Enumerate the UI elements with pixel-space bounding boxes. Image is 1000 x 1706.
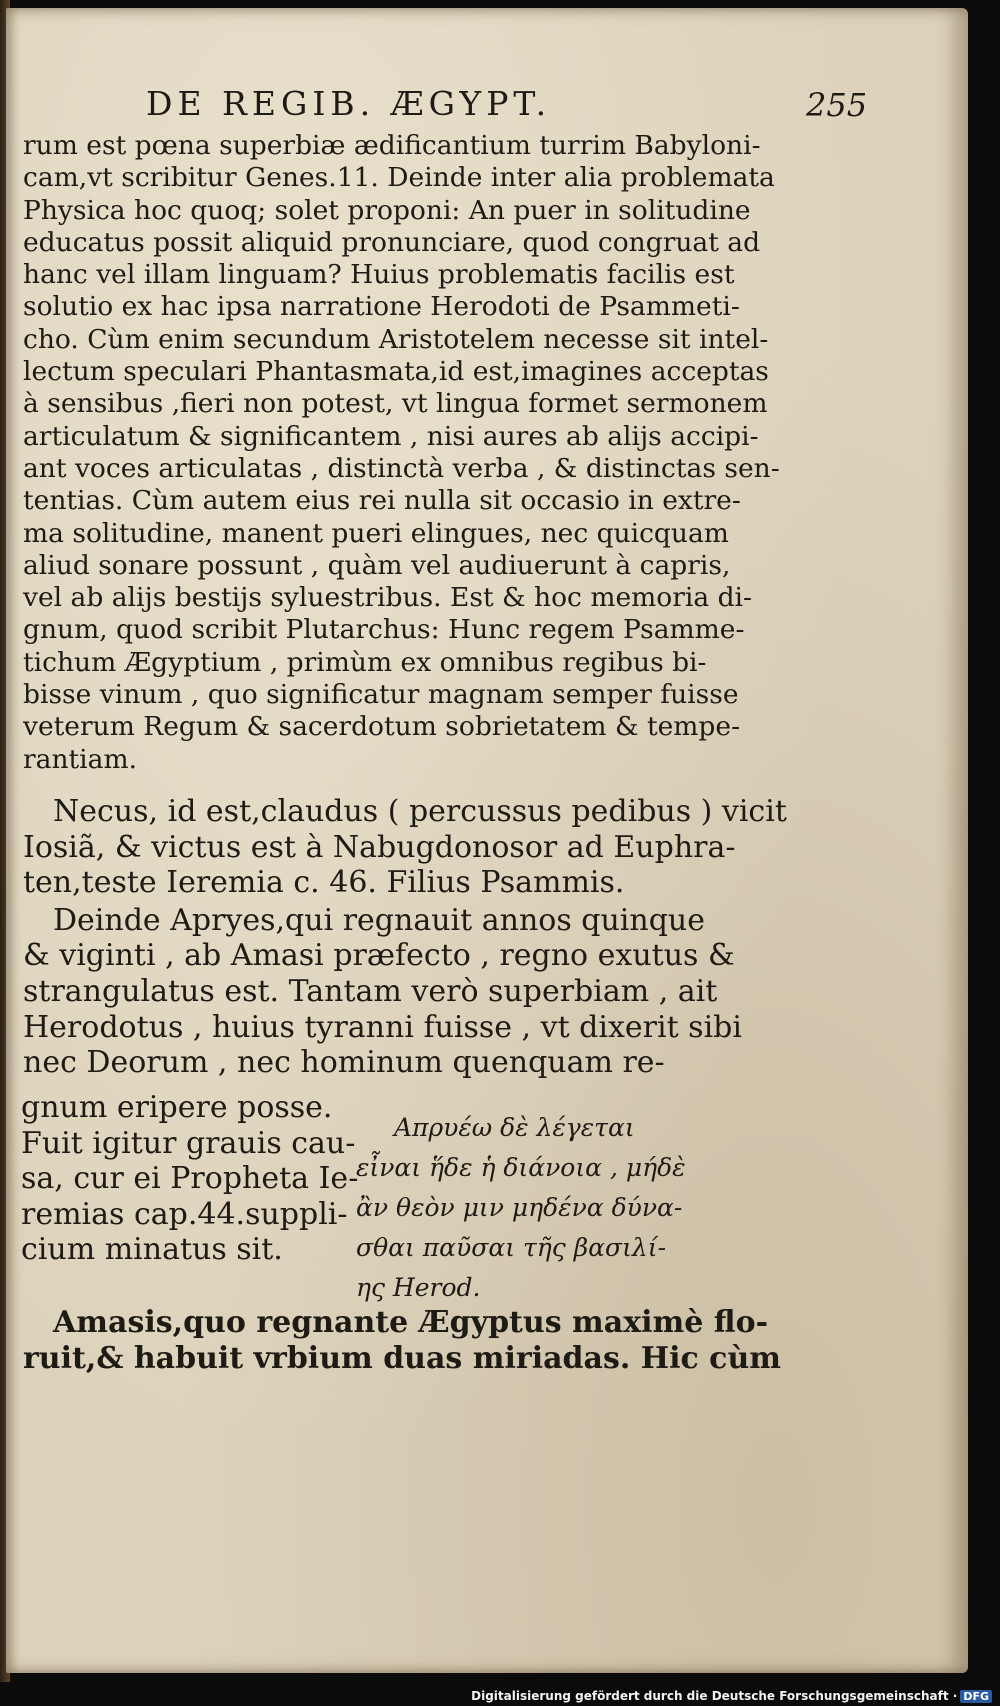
text-line: σθαι παῦσαι τῆς βασιλί- (356, 1233, 667, 1262)
text-line: cho. Cùm enim secundum Aristotelem necesse sit intel- (23, 323, 769, 355)
text-line: Iosiã, & victus est à Nabugdonosor ad Euphra- (23, 829, 736, 865)
text-line: rantiam. (23, 743, 138, 775)
text-line: sa, cur ei Propheta Ie- (21, 1161, 359, 1197)
text-line: ma solitudine, manent pueri elingues, nec quicquam (23, 517, 729, 549)
greek-side-note (356, 1108, 686, 1308)
paragraph-3 (23, 902, 742, 1081)
running-title: DE REGIB. ÆGYPT. (146, 84, 552, 123)
text-line: Physica hoc quoq; solet proponi: An puer in solitudine (23, 194, 751, 226)
dfg-logo: DFG (960, 1690, 992, 1703)
text-line: strangulatus est. Tantam verò superbiam , ait (23, 973, 718, 1009)
main-text (23, 130, 787, 1081)
text-line: Deinde Apryes,qui regnauit annos quinque (53, 902, 705, 938)
text-line: ἂν θεὸν μιν μηδένα δύνα- (356, 1193, 683, 1222)
book-page (6, 8, 968, 1673)
text-line: tentias. Cùm autem eius rei nulla sit occasio in extre- (23, 485, 741, 517)
page-number: 255 (806, 86, 868, 124)
text-line: hanc vel illam linguam? Huius problematis facilis est (23, 259, 735, 291)
text-line: cam,vt scribitur Genes.11. Deinde inter alia problemata (23, 162, 775, 194)
text-line: lectum speculari Phantasmata,id est,imagines acceptas (23, 356, 769, 388)
text-line: educatus possit aliquid pronunciare, quod congruat ad (23, 226, 761, 258)
paragraph-3-continuation (21, 1090, 359, 1268)
text-line: Amasis,quo regnante Ægyptus maximè flo- (53, 1305, 769, 1340)
text-line: à sensibus ,fieri non potest, vt lingua formet sermonem (23, 388, 768, 420)
text-line: rum est pœna superbiæ ædificantium turrim Babyloni- (23, 130, 761, 161)
text-line: & viginti , ab Amasi præfecto , regno exutus & (23, 938, 735, 974)
paragraph-2 (23, 793, 787, 901)
text-line: vel ab alijs bestijs syluestribus. Est & hoc memoria di- (23, 582, 752, 614)
footer-strip (0, 1682, 1000, 1706)
text-line: remias cap.44.suppli- (21, 1196, 348, 1232)
text-line: cium minatus sit. (21, 1232, 283, 1268)
text-line: bisse vinum , quo significatur magnam semper fuisse (23, 679, 739, 711)
credit-text: Digitalisierung gefördert durch die Deutsche Forschungsgemeinschaft · (471, 1689, 958, 1703)
text-line: articulatum & significantem , nisi aures ab alijs accipi- (23, 420, 759, 452)
text-line: gnum eripere posse. (21, 1090, 333, 1125)
text-line: veterum Regum & sacerdotum sobrietatem & tempe- (23, 711, 741, 743)
text-line: Herodotus , huius tyranni fuisse , vt dixerit sibi (23, 1009, 742, 1045)
text-line: solutio ex hac ipsa narratione Herodoti de Psammeti- (23, 291, 740, 323)
paragraph-4 (23, 1305, 781, 1376)
text-line: ten,teste Ieremia c. 46. Filius Psammis. (23, 865, 625, 901)
digitization-credit (471, 1689, 992, 1703)
text-line: tichum Ægyptium , primùm ex omnibus regibus bi- (23, 646, 707, 678)
text-line: Fuit igitur grauis cau- (21, 1125, 356, 1161)
text-line: aliud sonare possunt , quàm vel audiuerunt à capris, (23, 549, 731, 581)
text-line: ης Herod. (356, 1273, 481, 1302)
paragraph-1 (23, 130, 780, 776)
text-line: εἶναι ἥδε ἡ διάνοια , μήδὲ (356, 1153, 686, 1182)
text-line: ant voces articulatas , distinctà verba , & distinctas sen- (23, 452, 780, 484)
text-line: Απρυέω δὲ λέγεται (394, 1113, 635, 1142)
text-line: ruit,& habuit vrbium duas miriadas. Hic cùm (23, 1340, 781, 1376)
text-line: nec Deorum , nec hominum quenquam re- (23, 1045, 665, 1081)
text-line: Necus, id est,claudus ( percussus pedibus ) vicit (53, 793, 787, 829)
text-line: gnum, quod scribit Plutarchus: Hunc regem Psamme- (23, 614, 745, 646)
